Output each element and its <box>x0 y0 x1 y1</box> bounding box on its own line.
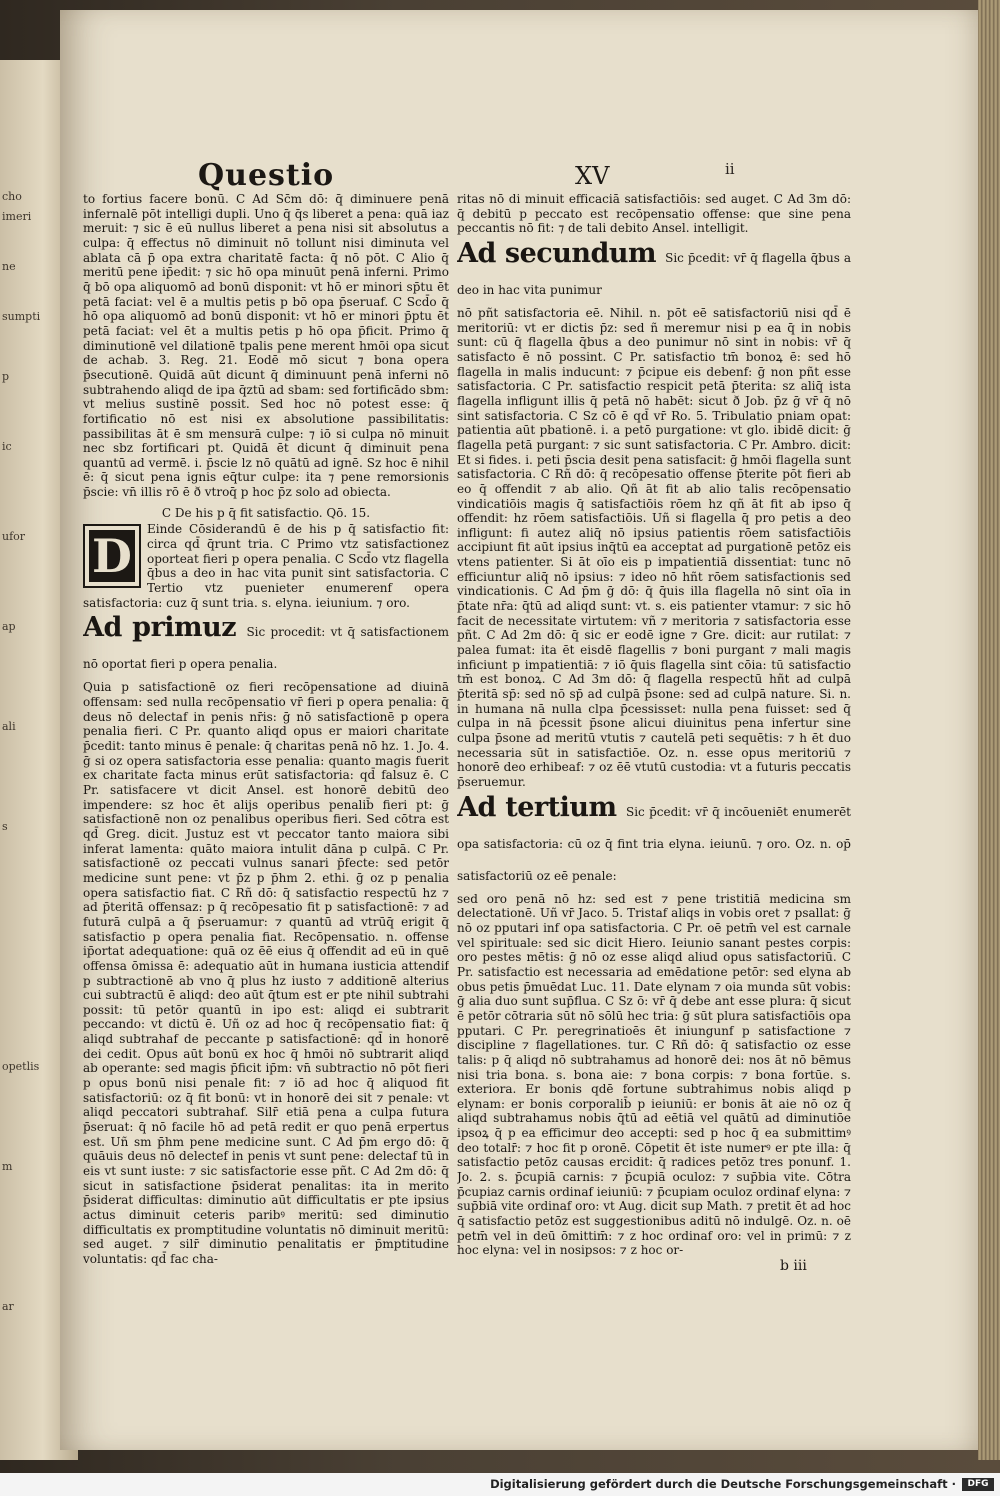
left-page-fragment: m <box>2 1160 13 1173</box>
folio-number: ii <box>725 160 735 178</box>
running-head-questio: Questio <box>198 158 335 193</box>
paragraph: nō pñt satisfactoria eē. Nihil. n. pōt eē satisfactoriū nisi qd̄ ē meritoriū: vt er dictis p̄z: sed ñ meremur nisi p ea q̄ in nobis sunt: cū q̄ flagella q̄bus a deo punimur nō sint in nobis: vr̄ q̄ satisfacto ē nō possint. C Pr. satisfactio tm̄ bonoꝝ ē: sed hō flagella in malis inducunt: ⁊ p̄cipue eis debenf: ḡ non pñt esse satisfactoria. C Pr. satisfactio respicit petā p̄terita: sz aliq̄ ista flagella infligunt illis q̄ petā nō habēt: sicut ð Job. p̄z ḡ vr̄ q̄ nō sint satisfactoria. C Sz cō ē qd̄ vr̄ Ro. 5. Tribulatio pniam opat: patientia aūt pbationē. i. a petō purgatione: vt glo. ibidē dicit: ḡ flagella petā purgant: ⁊ sic sunt satisfactoria. C Pr. Ambro. dicit: Et si fides. i. peti p̄scia desit pena satisfacit: ḡ hmōi flagella sunt satisfactoria. C Rñ dō: q̄ recōpesatio offense p̄terite pōt fieri ab eo q̄ offendit ⁊ ab alio. Qñ āt fit ab alio talis recōpensatio vindicatiōis magis q̄ satisfactiōis rōem hz qñ āt fit ab ipso q̄ offendit: hz rōem satisfactiōis. Uñ si flagella q̄ pro petis a deo infligunt: fi autez aliq̄ nō ipsius patientis rōem satisfactiōis accipiunt fit aūt ipsius inq̄tū ea acceptat ad purgationē petōz eis vtens patienter. Si āt oīo eis p impatientiā dissentiat: tunc nō efficiuntur aliq̄ nō ipsius: ⁊ ideo nō hñt rōem satisfactionis sed vindicationis. C Ad p̄m ḡ dō: q̄ q̄uis illa flagella nō sint oīa in p̄tate nr̄a: q̄tū ad aliqd sunt: vt. s. eis patienter vtamur: ⁊ sic hō facit de necessitate virtutem: vñ ⁊ meritoria ⁊ satisfactoria esse pñt. C Ad 2m dō: q̄ sic er eodē igne ⁊ Gre. dicit: aur rutilat: ⁊ palea fumat: ita ēt eisdē flagellis ⁊ boni purgant ⁊ mali magis inficiunt p impatientiā: ⁊ iō q̄uis flagella sint cōia: tū satisfactio tm̄ est bonoꝝ. C Ad 3m dō: q̄ flagella respectū hñt ad culpā p̄teritā sp̄: sed nō sp̄ ad culpā p̄sone: sed ad culpā nature. Si. n. in humana nā nulla clpa p̄cessisset: nulla pena fuisset: sed q̄ culpa in nā p̄cessit p̄sone alicui diuinitus pena infertur sine culpa p̄sone ad meritū vtutis ⁊ cautelā peti sequētis: ⁊ h ēt duo necessaria sūt in satisfactiōe. Oz. n. esse opus meritoriū ⁊ honorē deo erhibeaf: ⁊ oz ēē vtutū custodia: vt a futuris peccatis p̄seruemur. <box>457 305 851 789</box>
left-page-fragment: imeri <box>2 210 32 223</box>
left-text-column <box>83 192 449 1267</box>
left-page-fragment: opetlis <box>2 1060 40 1073</box>
paragraph: Quia p satisfactionē oz fieri recōpensatione ad diuinā offensam: sed nulla recōpensatio vr̄ fieri p opera penalia: q̄ deus nō delectaf in penis nr̄is: ḡ nō satisfactionē p opera penalia fieri. C Pr. quanto aliqd opus er maiori charitate p̄cedit: tanto minus ē penale: q̄ charitas penā nō hz. 1. Jo. 4. ḡ si oz opera satisfactoria esse penalia: quanto magis fuerit ex charitate facta minus erūt satisfactoria: qd̄ falsuz ē. C Pr. satisfacere vt dicit Ansel. est honorē debitū deo impendere: sz hoc ēt alijs operibus penalib̄ fieri pt: ḡ satisfactionē non oz penalibus operibus fieri. Sed cōtra est qd̄ Greg. dicit. Justuz est vt peccator tanto maiora sibi inferat lamenta: quāto maiora intulit dāna p culpā. C Pr. satisfactionē oz peccati vulnus sanari p̄fecte: sed petōr medicine sunt pene: vt p̄z p p̄hm 2. ethi. ḡ oz p penalia opera satisfactio fiat. C Rñ dō: q̄ satisfactio respectū hz ⁊ ad p̄teritā offensaz: p q̄ recōpesatio fit p satisfactionē: ⁊ ad futurā culpā a q̄ p̄seruamur: ⁊ quantū ad vtrūq̄ erigit q̄ satisfactio p opera penalia fiat. Recōpensatio. n. offense ip̄ortat adequatione: quā oz ēē eius q̄ offendit ad eū in quē offensa ōmissa ē: adequatio aūt in humana iusticia attendif p subtractionē ab vno q̄ plus hz iusto ⁊ additionē alterius cui subtractū ē aliqd: deo aūt q̄tum est er pte nihil subtrahi possit: tū petōr quantū in ipo est: aliqd ei subtrarit peccando: vt dictū ē. Uñ oz ad hoc q̄ recōpensatio fiat: q̄ aliqd subtrahaf de peccante p satisfactionē: qd̄ in honorē dei cedit. Opus aūt bonū ex hoc q̄ hmōi nō subtrarit aliqd ab operante: sed magis p̄ficit ip̄m: vn̄ subtractio nō pōt fieri p opus bonū nisi penale fit: ⁊ iō ad hoc q̄ aliquod fit satisfactoriū: oz q̄ fit bonū: vt in honorē dei sit ⁊ penale: vt aliqd peccatori subtrahaf. Silr̄ etiā pena a culpa futura p̄seruat: q̄ nō facile hō ad petā redit er quo penā erpertus est. Uñ sm p̄hm pene medicine sunt. C Ad p̄m ergo dō: q̄ quāuis deus nō delectef in penis vt sunt pene: delectaf tū in eis vt sunt iuste: ⁊ sic satisfactorie esse pñt. C Ad 2m dō: q̄ sicut in satisfactione p̄siderat penalitas: ita in merito p̄siderat difficultas: diminutio aūt difficultatis er pte ipsius actus diminuit ceteris paribꝰ meritū: sed diminutio difficultatis ex promptitudine voluntatis nō diminuit meritū: sed auget. ⁊ silr̄ diminutio penalitatis er p̄mptitudine voluntatis: qd̄ fac cha- <box>83 680 449 1266</box>
article-heading-sub: Sic p̄cedit: vr̄ q̄ incōueniēt enumerēt opa satisfactoria: cū oz q̄ fint tria elyna. ieiunū. ⁊ oro. Oz. n. op̄ satisfactoriū oz eē penale: <box>457 804 851 883</box>
left-page-fragment: s <box>2 820 8 833</box>
article-heading-title: Ad tertium <box>457 791 617 823</box>
article-heading-sub: Sic procedit: vt q̄ satisfactionem nō oportat fieri p opera penalia. <box>83 625 449 672</box>
article-heading-title: Ad secundum <box>457 237 657 269</box>
article-heading <box>83 614 449 678</box>
paragraph: to fortius facere bonū. C Ad Sc̄m dō: q̄ diminuere penā infernalē pōt intelligi dupli. Uno q̄ q̄s liberet a pena: quā iaz meruit: ⁊ sic ē eū nullus liberet a pena nisi sit absolutus a culpa: q̄ effectus nō diminuit nō tollunt nisi diminuta vel ablata cā p̄ opa extra charitatē facta: q̄ nō pōt. C Alio q̄ meritū pene ip̄edit: ⁊ sic hō opa minuūt penā inferni. Primo q̄ bō opa aliquomō ad bonū disponit: vt hō er minori sp̄tu ēt petā faciat: vel ē a multis petis p bō opa p̄seruaf. C Scd̄o q̄ hō opa aliquomō ad bonū disponit: vt hō er minori p̄ptu ēt petā faciat: vel ēt a multis petis p hō opa p̄ficit. Primo q̄ diminutionē vel dilationē tpalis pene merent hmōi opa sicut de achab. 3. Reg. 21. Eodē mō sicut ⁊ bona opera p̄secutionē. Quidā aūt dicunt q̄ diminuunt penā inferni nō subtrahendo aliqd de ipa q̄ztū ad sbam: sed fortificādo sbm: vt melius sustinē possit. Sed hoc nō potest esse: q̄ fortificatio nō est nisi ex absolutione passibilitatis: passibilitas āt ē sm mensurā culpe: ⁊ iō si culpa nō minuit nec sbz fortificari pt. Quidā ēt dicunt q̄ diminuit pena quantū ad vermē. i. p̄scie lz nō quātū ad ignē. Sz hoc ē nihil ē: q̄ sicut pena ignis eq̄tur culpe: ita ⁊ pene remorsionis p̄scie: vn̄ illis rō ē ð vtroq̄ p hoc p̄z solo ad obiecta. <box>83 192 449 500</box>
article-heading <box>457 791 851 890</box>
left-page-fragment: cho <box>2 190 22 203</box>
footer-credit-text: Digitalisierung gefördert durch die Deutsche Forschungsgemeinschaft · <box>490 1477 956 1491</box>
dfg-logo: DFG <box>962 1478 994 1491</box>
section-rubric: C De his p q̄ fit satisfactio. Qō. 15. <box>161 505 371 520</box>
left-page-fragment: ufor <box>2 530 26 543</box>
left-page-fragment: p <box>2 370 10 383</box>
footer-bar <box>0 1473 1000 1496</box>
page-edges <box>978 0 1000 1460</box>
left-page-fragment: sumpti <box>2 310 41 323</box>
signature-mark: b iii <box>780 1258 807 1274</box>
left-page-fragment: ar <box>2 1300 14 1313</box>
article-heading-title: Ad primuz <box>83 612 237 644</box>
paragraph: ritas nō di minuit efficaciā satisfactiōis: sed auget. C Ad 3m dō: q̄ debitū p peccato est recōpensatio offense: que sine pena peccantis nō fit: ⁊ de tali debito Ansel. intelligit. <box>457 192 851 236</box>
decorated-initial: D <box>83 524 141 588</box>
left-page-fragment: ap <box>2 620 16 633</box>
right-text-column <box>457 192 851 1258</box>
article-heading-sub: Sic p̄cedit: vr̄ q̄ flagella q̄bus a deo in hac vita punimur <box>457 250 851 297</box>
left-page-fragment: ali <box>2 720 16 733</box>
left-page-fragment: ic <box>2 440 12 453</box>
left-page-fragment: ne <box>2 260 16 273</box>
running-head-number: XV <box>575 162 610 190</box>
paragraph: Einde Cōsiderandū ē de his p q̄ satisfactio fit: circa qd̄ q̄runt tria. C Primo vtz satisfactionez oporteat fieri p opera penalia. C Scd̄o vtz flagella q̄bus a deo in hac vita punit sint satisfactoria. C Tertio vtz puenieter enumerenf opera satisfactoria: cuz q̄ sunt tria. s. elyna. ieiunium. ⁊ oro. <box>83 522 449 610</box>
paragraph: sed oro penā nō hz: sed est ⁊ pene tristitiā medicina sm delectationē. Uñ vr̄ Jaco. 5. Tristaf aliqs in vobis oret ⁊ psallat: ḡ nō oz pputari inf opa satisfactoria. C Pr. oē petm̄ vel est carnale vel spirituale: sed sic dicit Hiero. Ieiunio sanant pestes corpis: oro pestes mētis: ḡ nō oz esse aliqd aliud opus satisfactoriū. C Pr. satisfactio est necessaria ad emēdatione petōr: sed elyna ab obus petis p̄muēdat Luc. 11. Date elynam ⁊ oia munda sūt vobis: ḡ alia duo sunt sup̄flua. C Sz ō: vr̄ q̄ debe ant esse plura: q̄ sicut ē petōr cōtraria sūt nō sōlū hec tria: ḡ sūt plura satisfactiōis opa pputari. C Pr. peregrinatioēs ēt iniungunf p satisfactione ⁊ discipline ⁊ flagellationes. tur. C Rñ dō: q̄ satisfactio oz esse talis: p q̄ aliqd nō subtrahamus ad honorē dei: nos āt nō bēmus nisi tria bona. s. bona aie: ⁊ bona corpis: ⁊ bona fortūe. s. exteriora. Er bonis qdē fortune subtrahimus nobis aliqd p elynam: er bonis corporalib̄ p ieiuniū: er bonis āt aie nō oz q̄ aliqd subtrahamus nobis q̄tū ad eētiā vel quātū ad diminutiōe ipsoꝝ q̄ p ea efficimur deo accepti: sed p hoc q̄ ea submittimꝰ deo totalr̄: ⁊ hoc fit p oronē. Cōpetit ēt iste numerꝰ er pte illa: q̄ satisfactio petōz causas ercidit: q̄ radices petōz tres ponunf. 1. Jo. 2. s. p̄cupiā carnis: ⁊ p̄cupiā oculoz: ⁊ sup̄bia vite. Cōtra p̄cupiaz carnis ordinaf ieiuniū: ⁊ p̄cupiam oculoz ordinaf elyna: ⁊ sup̄biā vite ordinaf oro: vt Aug. dicit sup Math. ⁊ pretit ēt ad hoc q̄ satisfactio petōz est suggestionibus aditū nō indulgē. Oz. n. oē petm̄ vel in deū ōmittim̄: ⁊ z hoc ordinaf oro: vel in primū: ⁊ z hoc elyna: vel in nosipsos: ⁊ z hoc or- <box>457 891 851 1258</box>
article-heading <box>457 237 851 304</box>
